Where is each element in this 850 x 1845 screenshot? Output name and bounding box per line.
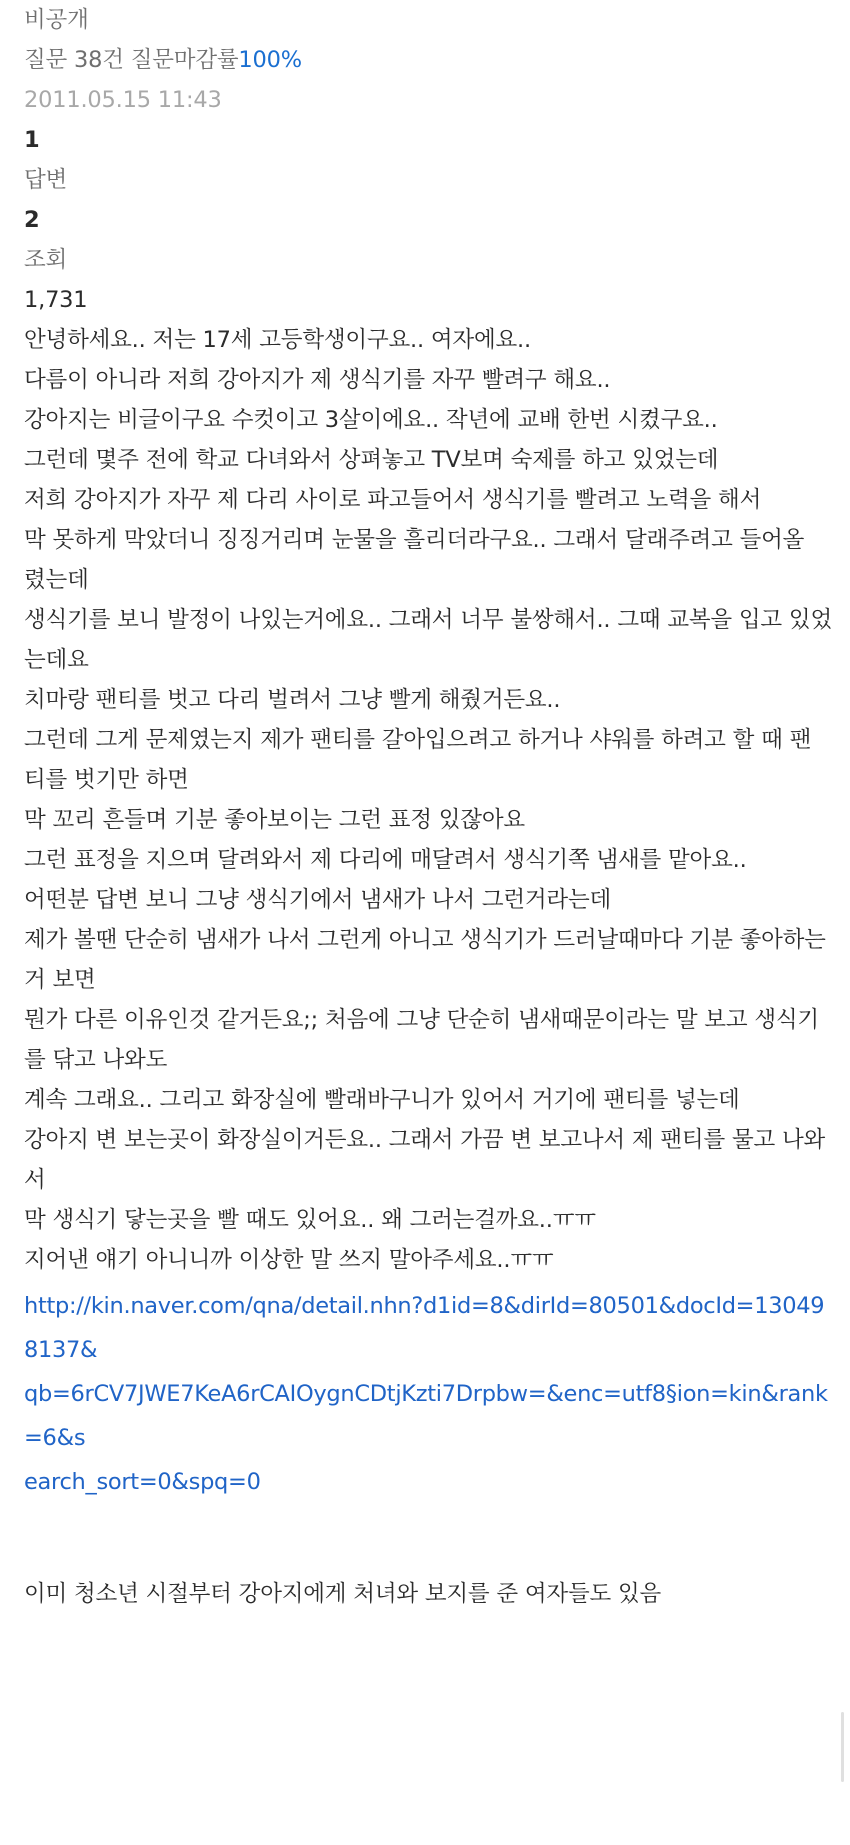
body-line: 안녕하세요.. 저는 17세 고등학생이구요.. 여자에요..: [24, 327, 531, 353]
body-line: 그런 표정을 지으며 달려와서 제 다리에 매달려서 생식기쪽 냄새를 맡아요..: [24, 847, 747, 873]
body-line: 막 꼬리 흔들며 기분 좋아보이는 그런 표정 있잖아요: [24, 807, 525, 833]
body-line: 막 못하게 막았더니 징징거리며 눈물을 흘리더라구요.. 그래서 달래주려고 들어올: [24, 527, 805, 553]
source-link-line: qb=6rCV7JWE7KeA6rCAIOygnCDtjKzti7Drpbw=&enc=utf8§ion=kin&rank=6&s: [24, 1381, 828, 1451]
answers-label[interactable]: 답변: [24, 167, 68, 193]
body-line: 그런데 그게 문제였는지 제가 팬티를 갈아입으려고 하거나 샤워를 하려고 할 때 팬: [24, 727, 812, 753]
question-stats: [24, 40, 836, 80]
body-line: 계속 그래요.. 그리고 화장실에 빨래바구니가 있어서 거기에 팬티를 넣는데: [24, 1087, 740, 1113]
body-line: 렸는데: [24, 567, 89, 593]
body-line: 어떤분 답변 보니 그냥 생식기에서 냄새가 나서 그런거라는데: [24, 887, 612, 913]
source-link-line: http://kin.naver.com/qna/detail.nhn?d1id=8&dirId=80501&docId=130498137&: [24, 1293, 825, 1363]
body-line: 는데요: [24, 647, 89, 673]
question-stats-text: 질문 38건 질문마감률: [24, 47, 239, 73]
body-line: 지어낸 얘기 아니니까 이상한 말 쓰지 말아주세요..ㅠㅠ: [24, 1247, 554, 1273]
views-label: 조회: [24, 247, 68, 273]
comment-text: 이미 청소년 시절부터 강아지에게 처녀와 보지를 준 여자들도 있음: [24, 1581, 662, 1607]
question-body: [24, 320, 836, 1280]
views-rank: 2: [24, 207, 40, 233]
post-container: [24, 0, 836, 1614]
body-line: 생식기를 보니 발정이 나있는거에요.. 그래서 너무 불쌍해서.. 그때 교복을 입고 있었: [24, 607, 832, 633]
body-line: 그런데 몇주 전에 학교 다녀와서 상펴놓고 TV보며 숙제를 하고 있었는데: [24, 447, 719, 473]
body-line: 제가 볼땐 단순히 냄새가 나서 그런게 아니고 생식기가 드러날때마다 기분 좋아하는: [24, 927, 826, 953]
source-link-line: earch_sort=0&spq=0: [24, 1469, 261, 1495]
visibility-label: 비공개: [24, 7, 89, 33]
body-line: 저희 강아지가 자꾸 제 다리 사이로 파고들어서 생식기를 빨려고 노력을 해서: [24, 487, 762, 513]
body-line: 를 닦고 나와도: [24, 1047, 168, 1073]
body-line: 서: [24, 1167, 46, 1193]
post-datetime: 2011.05.15 11:43: [24, 87, 222, 113]
close-rate: 100%: [238, 47, 302, 73]
answers-count: 1: [24, 127, 40, 153]
body-line: 강아지 변 보는곳이 화장실이거든요.. 그래서 가끔 변 보고나서 제 팬티를 물고 나와: [24, 1127, 826, 1153]
views-count: 1,731: [24, 287, 88, 313]
body-line: 치마랑 팬티를 벗고 다리 벌려서 그냥 빨게 해줬거든요..: [24, 687, 561, 713]
body-line: 막 생식기 닿는곳을 빨 때도 있어요.. 왜 그러는걸까요..ㅠㅠ: [24, 1207, 596, 1233]
body-line: 강아지는 비글이구요 수컷이고 3살이에요.. 작년에 교배 한번 시켰구요..: [24, 407, 718, 433]
body-line: 뭔가 다른 이유인것 같거든요;; 처음에 그냥 단순히 냄새때문이라는 말 보고 생식기: [24, 1007, 819, 1033]
source-link[interactable]: [24, 1284, 836, 1504]
scrollbar-thumb[interactable]: [841, 1712, 844, 1782]
body-line: 티를 벗기만 하면: [24, 767, 189, 793]
spacer: [24, 1504, 836, 1570]
body-line: 거 보면: [24, 967, 96, 993]
body-line: 다름이 아니라 저희 강아지가 제 생식기를 자꾸 빨려구 해요..: [24, 367, 611, 393]
